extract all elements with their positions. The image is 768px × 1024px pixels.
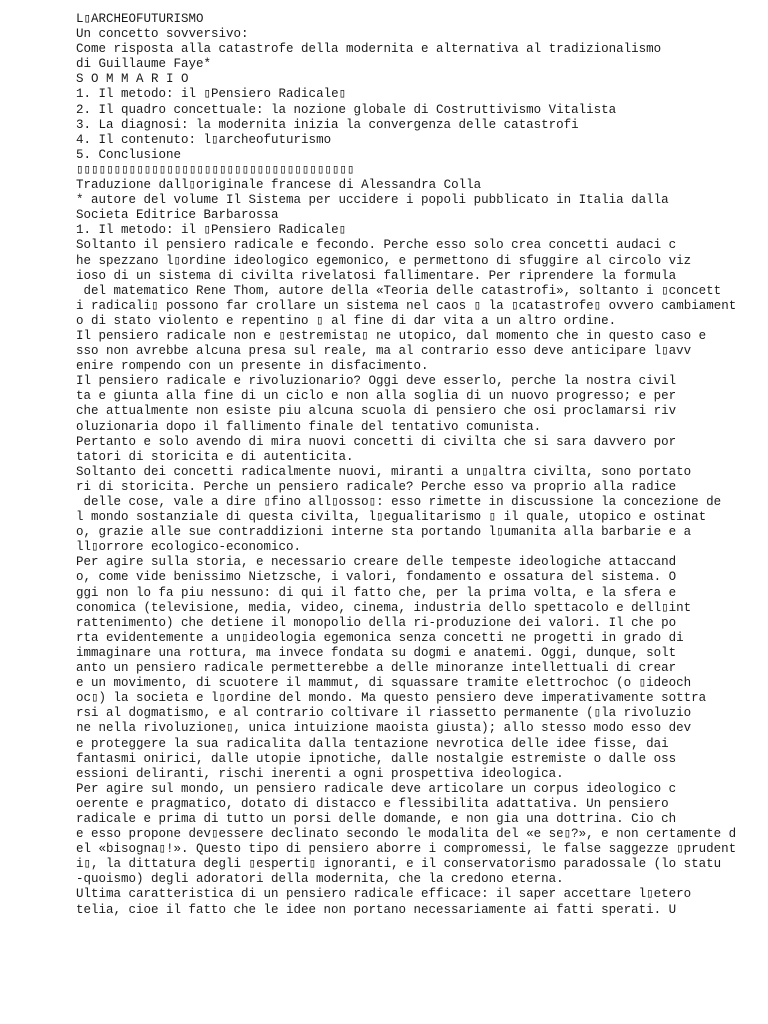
- text-line: Per agire sul mondo, un pensiero radicale deve articolare un corpus ideologico c: [76, 781, 677, 796]
- text-line: rsi al dogmatismo, e al contrario coltivare il riassetto permanente (▯la rivoluzio: [76, 706, 692, 721]
- text-line: l mondo sostanziale di questa civilta, l▯egualitarismo ▯ il quale, utopico e ostinat: [76, 510, 707, 525]
- text-line: del matematico Rene Thom, autore della «Teoria delle catastrofi», soltanto i ▯concett: [76, 283, 722, 298]
- text-line: ioso di un sistema di civilta rivelatosi fallimentare. Per riprendere la formula: [76, 268, 677, 283]
- text-line: Pertanto e solo avendo di mira nuovi concetti di civilta che si sara davvero por: [76, 434, 677, 449]
- text-line: che attualmente non esiste piu alcuna scuola di pensiero che osi proclamarsi riv: [76, 404, 677, 419]
- text-line: ll▯orrore ecologico-economico.: [76, 540, 302, 555]
- text-line: o, come vide benissimo Nietzsche, i valori, fondamento e ossatura del sistema. O: [76, 570, 677, 585]
- text-line: oluzionaria dopo il fallimento finale del tentativo comunista.: [76, 419, 542, 434]
- text-line: 1. Il metodo: il ▯Pensiero Radicale▯: [76, 87, 347, 102]
- text-line: Ultima caratteristica di un pensiero radicale efficace: il saper accettare l▯etero: [76, 887, 692, 902]
- text-line: ne nella rivoluzione▯, unica intuizione maoista giusta); allo stesso modo esso dev: [76, 721, 692, 736]
- text-line: Soltanto dei concetti radicalmente nuovi, miranti a un▯altra civilta, sono portato: [76, 464, 692, 479]
- text-line: rta evidentemente a un▯ideologia egemonica senza concetti ne progetti in grado di: [76, 630, 684, 645]
- text-line: conomica (televisione, media, video, cinema, industria dello spettacolo e dell▯int: [76, 600, 692, 615]
- text-line: Il pensiero radicale non e ▯estremista▯ ne utopico, dal momento che in questo caso e: [76, 328, 707, 343]
- text-line: ri di storicita. Perche un pensiero radicale? Perche esso va proprio alla radice: [76, 479, 677, 494]
- text-line: 2. Il quadro concettuale: la nozione globale di Costruttivismo Vitalista: [76, 102, 617, 117]
- text-line: Societa Editrice Barbarossa: [76, 208, 279, 223]
- text-line: delle cose, vale a dire ▯fino all▯osso▯: esso rimette in discussione la concezione de: [76, 495, 722, 509]
- text-line: fantasmi onirici, dalle utopie ipnotiche, dalle nostalgie estremiste o dalle oss: [76, 751, 677, 766]
- text-line: Come risposta alla catastrofe della modernita e alternativa al tradizionalismo: [76, 42, 662, 57]
- text-line: o, grazie alle sue contraddizioni interne sta portando l▯umanita alla barbarie e a: [76, 525, 692, 540]
- text-line: i▯, la dittatura degli ▯esperti▯ ignoranti, e il conservatorismo paradossale (lo statu: [76, 857, 722, 872]
- text-line: L▯ARCHEOFUTURISMO: [76, 12, 204, 26]
- text-line: Per agire sulla storia, e necessario creare delle tempeste ideologiche attaccand: [76, 555, 677, 570]
- text-line: 1. Il metodo: il ▯Pensiero Radicale▯: [76, 223, 347, 238]
- text-line: * autore del volume Il Sistema per uccidere i popoli pubblicato in Italia dalla: [76, 193, 669, 208]
- text-line: Un concetto sovversivo:: [76, 27, 249, 42]
- text-line: anto un pensiero radicale permetterebbe a delle minoranze intellettuali di crear: [76, 661, 677, 676]
- text-line: telia, cioe il fatto che le idee non portano necessariamente ai fatti sperati. U: [76, 902, 677, 917]
- text-line: o di stato violento e repentino ▯ al fine di dar vita a un altro ordine.: [76, 313, 617, 328]
- text-line: e un movimento, di scuotere il mammut, di squassare tramite elettrochoc (o ▯ideoch: [76, 676, 692, 691]
- text-line: -quoismo) degli adoratori della modernita, che la credono eterna.: [76, 872, 564, 887]
- text-line: Il pensiero radicale e rivoluzionario? Oggi deve esserlo, perche la nostra civil: [76, 374, 677, 389]
- text-line: e proteggere la sua radicalita dalla tentazione nevrotica delle idee fisse, dai: [76, 736, 669, 751]
- text-line: immaginare una rottura, ma invece fondata su dogmi e anatemi. Oggi, dunque, solt: [76, 645, 677, 660]
- text-line: Soltanto il pensiero radicale e fecondo. Perche esso solo crea concetti audaci c: [76, 238, 677, 253]
- document-text: [76, 12, 766, 918]
- text-line: ta e giunta alla fine di un ciclo e non alla soglia di un nuovo progresso; e per: [76, 389, 677, 404]
- text-line: 3. La diagnosi: la modernita inizia la convergenza delle catastrofi: [76, 117, 579, 132]
- text-line: sso non avrebbe alcuna presa sul reale, ma al contrario esso deve anticipare l▯avv: [76, 344, 692, 359]
- text-line: el «bisogna▯!». Questo tipo di pensiero aborre i compromessi, le false saggezze ▯prudent: [76, 842, 737, 857]
- text-line: ggi non lo fa piu nessuno: di qui il fatto che, per la prima volta, e la sfera e: [76, 585, 677, 600]
- text-line: 5. Conclusione: [76, 147, 182, 162]
- text-line: ▯▯▯▯▯▯▯▯▯▯▯▯▯▯▯▯▯▯▯▯▯▯▯▯▯▯▯▯▯▯▯▯▯▯▯▯▯: [76, 162, 355, 177]
- text-line: Traduzione dall▯originale francese di Alessandra Colla: [76, 178, 482, 193]
- text-line: e esso propone dev▯essere declinato secondo le modalita del «e se▯?», e non certamente d: [76, 827, 737, 842]
- text-line: 4. Il contenuto: l▯archeofuturismo: [76, 132, 332, 147]
- text-line: i radicali▯ possono far crollare un sistema nel caos ▯ la ▯catastrofe▯ ovvero cambiament: [76, 298, 737, 313]
- text-line: S O M M A R I O: [76, 72, 189, 87]
- text-line: rattenimento) che detiene il monopolio della ri-produzione dei valori. Il che po: [76, 615, 677, 630]
- text-line: enire rompendo con un presente in disfacimento.: [76, 359, 429, 374]
- text-line: oc▯) la societa e l▯ordine del mondo. Ma questo pensiero deve imperativamente sottra: [76, 691, 707, 706]
- text-line: radicale e prima di tutto un porsi delle domande, e non gia una dottrina. Cio ch: [76, 811, 677, 826]
- text-line: di Guillaume Faye*: [76, 57, 212, 72]
- text-line: essioni deliranti, rischi inerenti a ogni prospettiva ideologica.: [76, 766, 564, 781]
- text-line: he spezzano l▯ordine ideologico egemonico, e permettono di sfuggire al circolo viz: [76, 253, 692, 268]
- text-line: oerente e pragmatico, dotato di distacco e flessibilita adattativa. Un pensiero: [76, 796, 669, 811]
- text-line: tatori di storicita e di autenticita.: [76, 449, 354, 464]
